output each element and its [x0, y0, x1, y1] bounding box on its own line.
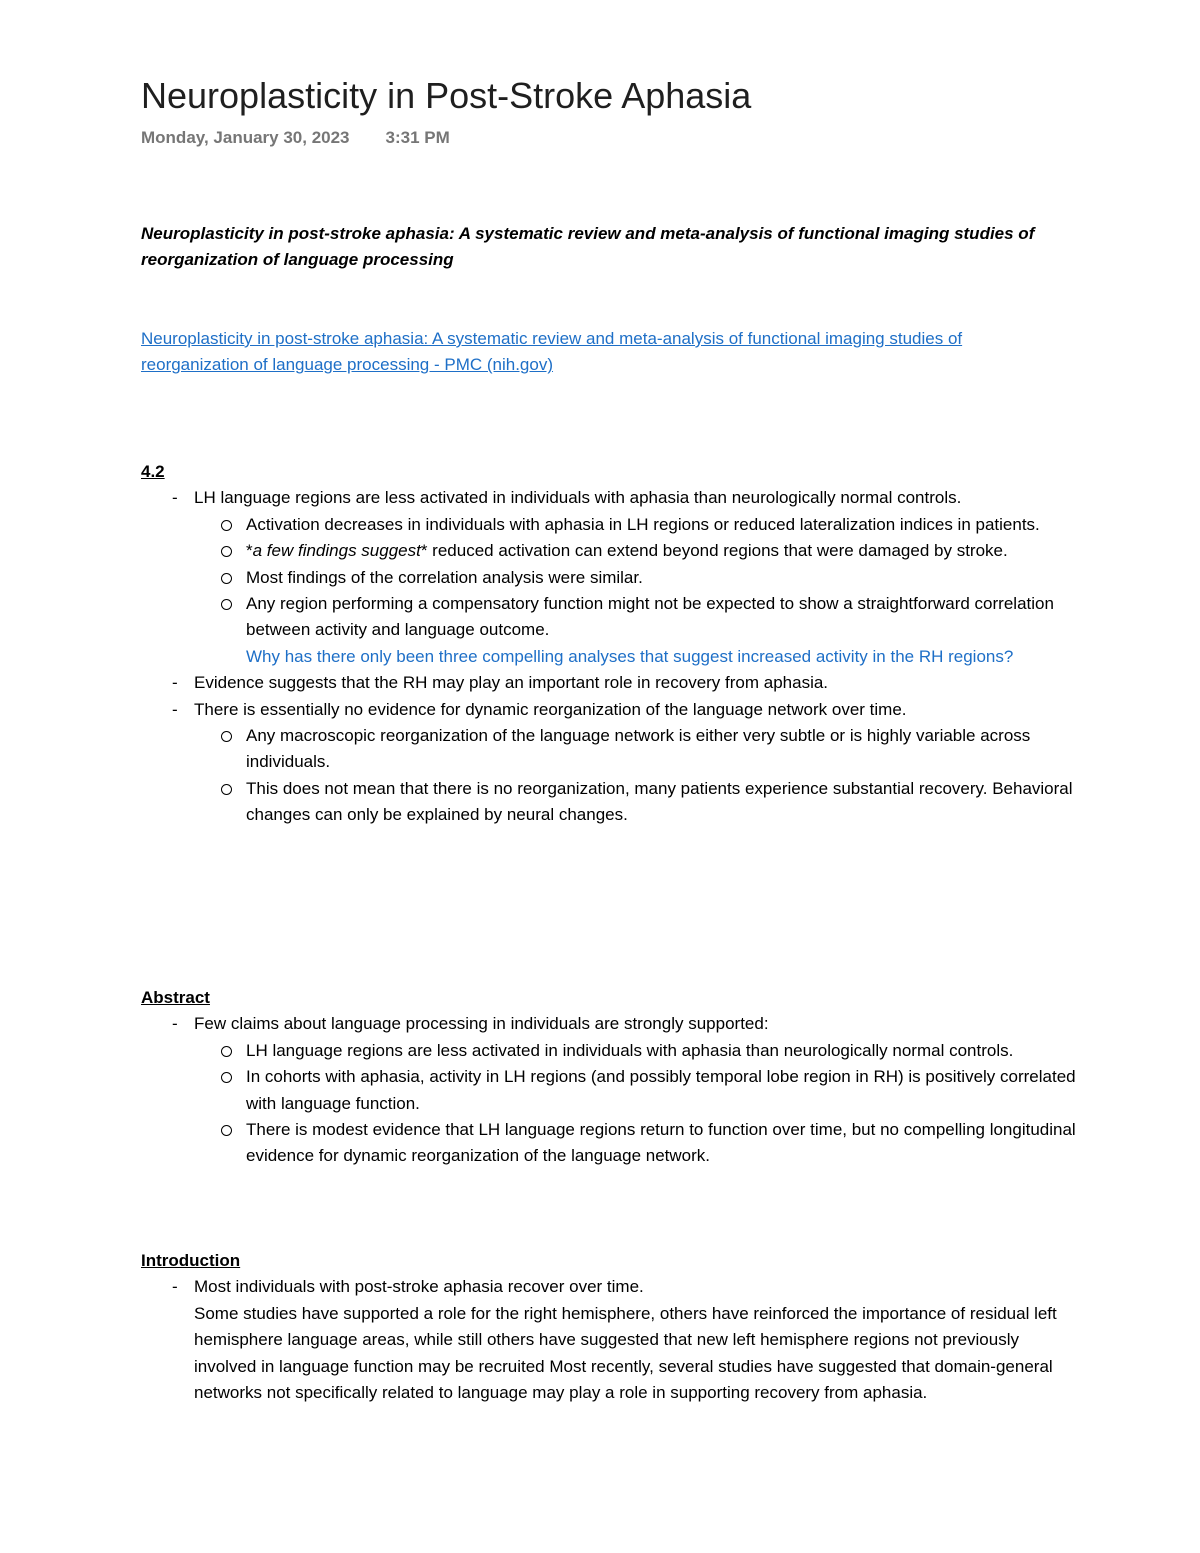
section-introduction	[141, 1248, 1081, 1406]
sub-list	[194, 1038, 1081, 1170]
section-4-2	[141, 459, 1081, 829]
list-item	[141, 670, 1081, 696]
section-heading: Abstract	[141, 988, 210, 1007]
list-item-text: - LH language regions are less activated in individuals with aphasia than neurologically normal controls.	[194, 488, 962, 508]
sub-list-item-text: Any region performing a compensatory function might not be expected to show a straightforward correlation between activity and language outcome.	[246, 594, 1054, 640]
list-item-text: - There is essentially no evidence for dynamic reorganization of the language network over time.	[194, 699, 907, 719]
sub-list-item	[194, 538, 1081, 564]
italic-phrase: a few findings suggest	[252, 541, 421, 561]
list-item	[141, 1011, 1081, 1169]
list-item	[141, 485, 1081, 670]
sub-list-item-text: There is modest evidence that LH language regions return to function over time, but no compelling longitudinal evidence for dynamic reorganization of the language network.	[246, 1120, 1076, 1166]
sub-list-item-text: Any macroscopic reorganization of the language network is either very subtle or is highly variable across individuals.	[246, 726, 1031, 772]
sub-list-item-text: LH language regions are less activated in individuals with aphasia than neurologically normal controls.	[246, 1040, 1014, 1060]
bullet-list	[141, 1274, 1081, 1406]
sub-list-item	[194, 591, 1081, 670]
sub-list-item-text: Most findings of the correlation analysis were similar.	[246, 567, 643, 587]
list-item	[141, 1274, 1081, 1406]
sub-list-item-text: In cohorts with aphasia, activity in LH regions (and possibly temporal lobe region in RH) is positively correlated with language function.	[246, 1067, 1076, 1113]
sub-list-item-text	[246, 538, 1081, 564]
list-item-text: - Few claims about language processing in individuals are strongly supported:	[194, 1014, 769, 1034]
list-item-text: - Most individuals with post-stroke aphasia recover over time.	[194, 1277, 644, 1297]
sub-list-item	[194, 1038, 1081, 1064]
sub-list-item	[194, 565, 1081, 591]
question-note: Why has there only been three compelling analyses that suggest increased activity in the RH regions?	[246, 646, 1014, 666]
sub-list-item	[194, 1117, 1081, 1170]
section-heading: Introduction	[141, 1251, 241, 1270]
sub-list-item	[194, 723, 1081, 776]
page-date: Monday, January 30, 2023	[141, 128, 350, 147]
reference-link[interactable]: Neuroplasticity in post-stroke aphasia: A systematic review and meta-analysis of functional imaging studies of reorganization of language processing - PMC (nih.gov)	[141, 329, 963, 375]
sub-list-item	[194, 1064, 1081, 1117]
section-heading: 4.2	[141, 462, 165, 481]
sub-list-item	[194, 776, 1081, 829]
list-item-continuation: Some studies have supported a role for the right hemisphere, others have reinforced the importance of residual left hemisphere language areas, while still others have suggested that new left hemisphere regions not previously involved in language function may be recruited Most recently, several studies have suggested that domain-general networks not specifically related to language may play a role in supporting recovery from aphasia.	[194, 1303, 1057, 1403]
sub-list-item	[194, 512, 1081, 538]
list-item-text: - Evidence suggests that the RH may play an important role in recovery from aphasia.	[194, 673, 829, 693]
section-abstract	[141, 985, 1081, 1170]
page-title: Neuroplasticity in Post-Stroke Aphasia	[141, 75, 752, 116]
sub-list-item-text: This does not mean that there is no reorganization, many patients experience substantial recovery. Behavioral changes can only be explained by neural changes.	[246, 778, 1073, 825]
sub-list-item-rest: * reduced activation can extend beyond regions that were damaged by stroke.	[420, 541, 1008, 561]
bullet-list	[141, 485, 1081, 828]
asterisk-prefix: *	[246, 541, 253, 561]
list-item	[141, 697, 1081, 829]
sub-list	[194, 723, 1081, 829]
reference-title: Neuroplasticity in post-stroke aphasia: A systematic review and meta-analysis of functional imaging studies of reorganization of language processing	[141, 224, 1035, 270]
page-dateline	[141, 126, 450, 150]
sub-list	[194, 512, 1081, 670]
bullet-list	[141, 1011, 1081, 1169]
sub-list-item-text: Activation decreases in individuals with aphasia in LH regions or reduced lateralization indices in patients.	[246, 514, 1040, 534]
page-time: 3:31 PM	[385, 128, 450, 147]
